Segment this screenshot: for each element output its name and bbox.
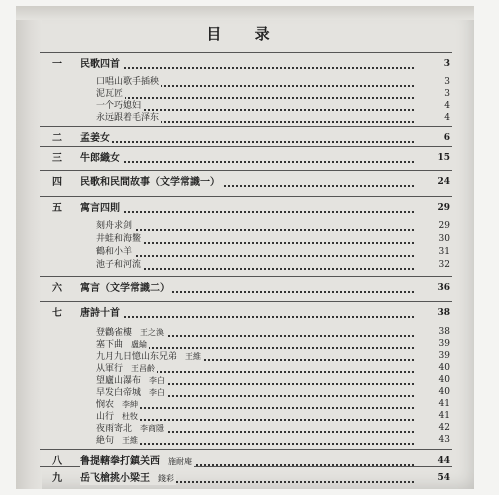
section-divider xyxy=(40,52,452,53)
section-number: 七 xyxy=(52,308,62,319)
page-title: 目 录 xyxy=(206,25,284,43)
page-number: 4 xyxy=(444,113,450,123)
dot-leader xyxy=(96,255,414,270)
entry-title xyxy=(80,152,122,165)
section-divider xyxy=(40,146,452,147)
entry-title-text: 孟姜女 xyxy=(80,133,110,144)
section-divider xyxy=(40,276,452,277)
entry-title xyxy=(96,233,143,246)
page-number: 3 xyxy=(444,77,450,87)
section-number: 三 xyxy=(52,153,62,164)
toc-sub-entry xyxy=(16,259,474,272)
page-number: 29 xyxy=(438,221,450,231)
page-number: 39 xyxy=(438,339,450,349)
toc-section-entry xyxy=(16,202,474,215)
entry-author: 王之渙 xyxy=(140,328,165,337)
toc-section-entry xyxy=(16,152,474,165)
page-number: 36 xyxy=(437,283,450,293)
entry-title-text: 絶句 xyxy=(96,436,115,446)
section-number: 二 xyxy=(52,133,62,144)
entry-title-text: 民歌四首 xyxy=(80,59,120,70)
section-number: 六 xyxy=(52,283,62,294)
entry-title xyxy=(80,282,172,295)
entry-title-text: 山行 xyxy=(96,412,115,422)
page-number: 41 xyxy=(438,399,450,409)
section-number: 八 xyxy=(52,456,62,467)
entry-title xyxy=(80,202,122,215)
page-number: 38 xyxy=(438,327,450,337)
toc-section-entry xyxy=(16,176,474,189)
entry-title-text: 永远跟着毛泽东 xyxy=(96,113,160,123)
toc-section-entry xyxy=(16,132,474,145)
page-number: 42 xyxy=(438,423,450,433)
entry-title-text: 望廬山瀑布 xyxy=(96,376,142,386)
section-divider xyxy=(40,170,452,171)
entry-title-text: 寓言（文学常識二） xyxy=(80,283,170,294)
toc-section-entry xyxy=(16,282,474,295)
section-number: 五 xyxy=(52,203,62,214)
page-number: 3 xyxy=(444,89,450,99)
entry-title xyxy=(80,307,122,320)
entry-title xyxy=(80,132,112,145)
page-number: 38 xyxy=(437,308,450,318)
entry-author: 李白 xyxy=(149,388,166,397)
entry-title-text: 从軍行 xyxy=(96,364,124,374)
entry-title-text: 早发白帝城 xyxy=(96,388,142,398)
page-number: 6 xyxy=(443,133,450,143)
entry-author: 錢彩 xyxy=(158,474,174,483)
toc-sub-entry xyxy=(16,112,474,125)
entry-author: 李紳 xyxy=(122,400,139,409)
entry-author: 王昌齡 xyxy=(131,364,156,373)
page-number: 4 xyxy=(444,101,450,111)
page-number: 40 xyxy=(438,375,450,385)
page-number: 40 xyxy=(438,363,450,373)
book-page xyxy=(16,6,474,489)
page-top-shadow xyxy=(16,6,474,20)
entry-title xyxy=(80,472,176,485)
entry-title xyxy=(96,220,134,233)
page-number: 39 xyxy=(438,351,450,361)
toc-section-entry xyxy=(16,307,474,320)
page-number: 31 xyxy=(438,247,450,257)
section-number: 一 xyxy=(52,59,62,70)
entry-author: 盧綸 xyxy=(131,340,148,349)
entry-title xyxy=(80,455,194,468)
page-number: 3 xyxy=(443,59,450,69)
entry-title-text: 寓言四則 xyxy=(80,203,120,214)
page-number: 44 xyxy=(437,456,450,466)
entry-title-text: 刻舟求剑 xyxy=(96,221,133,231)
entry-title-text: 一个巧媳妇 xyxy=(96,101,142,111)
entry-author: 李白 xyxy=(149,376,166,385)
entry-title-text: 泥瓦匠 xyxy=(96,89,124,99)
entry-title xyxy=(80,176,222,189)
entry-title-text: 塞下曲 xyxy=(96,340,124,350)
dot-leader xyxy=(80,198,414,213)
section-divider xyxy=(40,126,452,127)
entry-title-text: 登鸛雀樓 xyxy=(96,328,133,338)
entry-title xyxy=(96,434,140,448)
page-number: 32 xyxy=(438,260,450,270)
toc-section-entry xyxy=(16,58,474,71)
section-divider xyxy=(40,301,452,302)
entry-title-text: 牛郎織女 xyxy=(80,153,120,164)
entry-author: 李商隱 xyxy=(140,424,165,433)
section-divider xyxy=(40,449,452,450)
entry-title-text: 唐詩十首 xyxy=(80,308,120,319)
entry-author: 王維 xyxy=(185,352,202,361)
entry-author: 杜牧 xyxy=(122,412,139,421)
entry-title xyxy=(96,112,161,125)
page-number: 24 xyxy=(437,177,450,187)
section-number: 四 xyxy=(52,177,62,188)
dot-leader xyxy=(80,54,414,69)
page-number: 43 xyxy=(438,435,450,445)
section-number: 九 xyxy=(52,473,62,484)
toc-section-entry xyxy=(16,455,474,468)
entry-title-text: 池子和河流 xyxy=(96,260,142,270)
entry-title-text: 夜雨寄北 xyxy=(96,424,133,434)
entry-title xyxy=(96,259,143,272)
page-number: 15 xyxy=(437,153,450,163)
toc-section-entry xyxy=(16,472,474,485)
entry-title xyxy=(80,58,122,71)
dot-leader xyxy=(80,303,414,318)
entry-title-text: 悯农 xyxy=(96,400,115,410)
entry-title-text: 民歌和民間故事（文学常識一） xyxy=(80,177,220,188)
entry-title-text: 九月九日憶山东兄弟 xyxy=(96,352,178,362)
entry-author: 王維 xyxy=(122,436,139,445)
dot-leader xyxy=(80,128,414,143)
entry-title xyxy=(96,246,134,259)
entry-title-text: 鲁提轄拳打鎮关西 xyxy=(80,456,160,467)
page-number: 54 xyxy=(437,473,450,483)
entry-title-text: 口唱山歌手插秧 xyxy=(96,77,160,87)
page-number: 40 xyxy=(438,387,450,397)
section-divider xyxy=(40,196,452,197)
dot-leader xyxy=(80,148,414,163)
page-number: 29 xyxy=(437,203,450,213)
entry-author: 施耐庵 xyxy=(168,457,192,466)
entry-title-text: 井蛙和海鳖 xyxy=(96,234,142,244)
page-number: 30 xyxy=(438,234,450,244)
toc-sub-entry xyxy=(16,434,474,447)
entry-title-text: 岳飞槍挑小梁王 xyxy=(80,473,150,484)
entry-title-text: 鶴和小羊 xyxy=(96,247,133,257)
page-number: 41 xyxy=(438,411,450,421)
